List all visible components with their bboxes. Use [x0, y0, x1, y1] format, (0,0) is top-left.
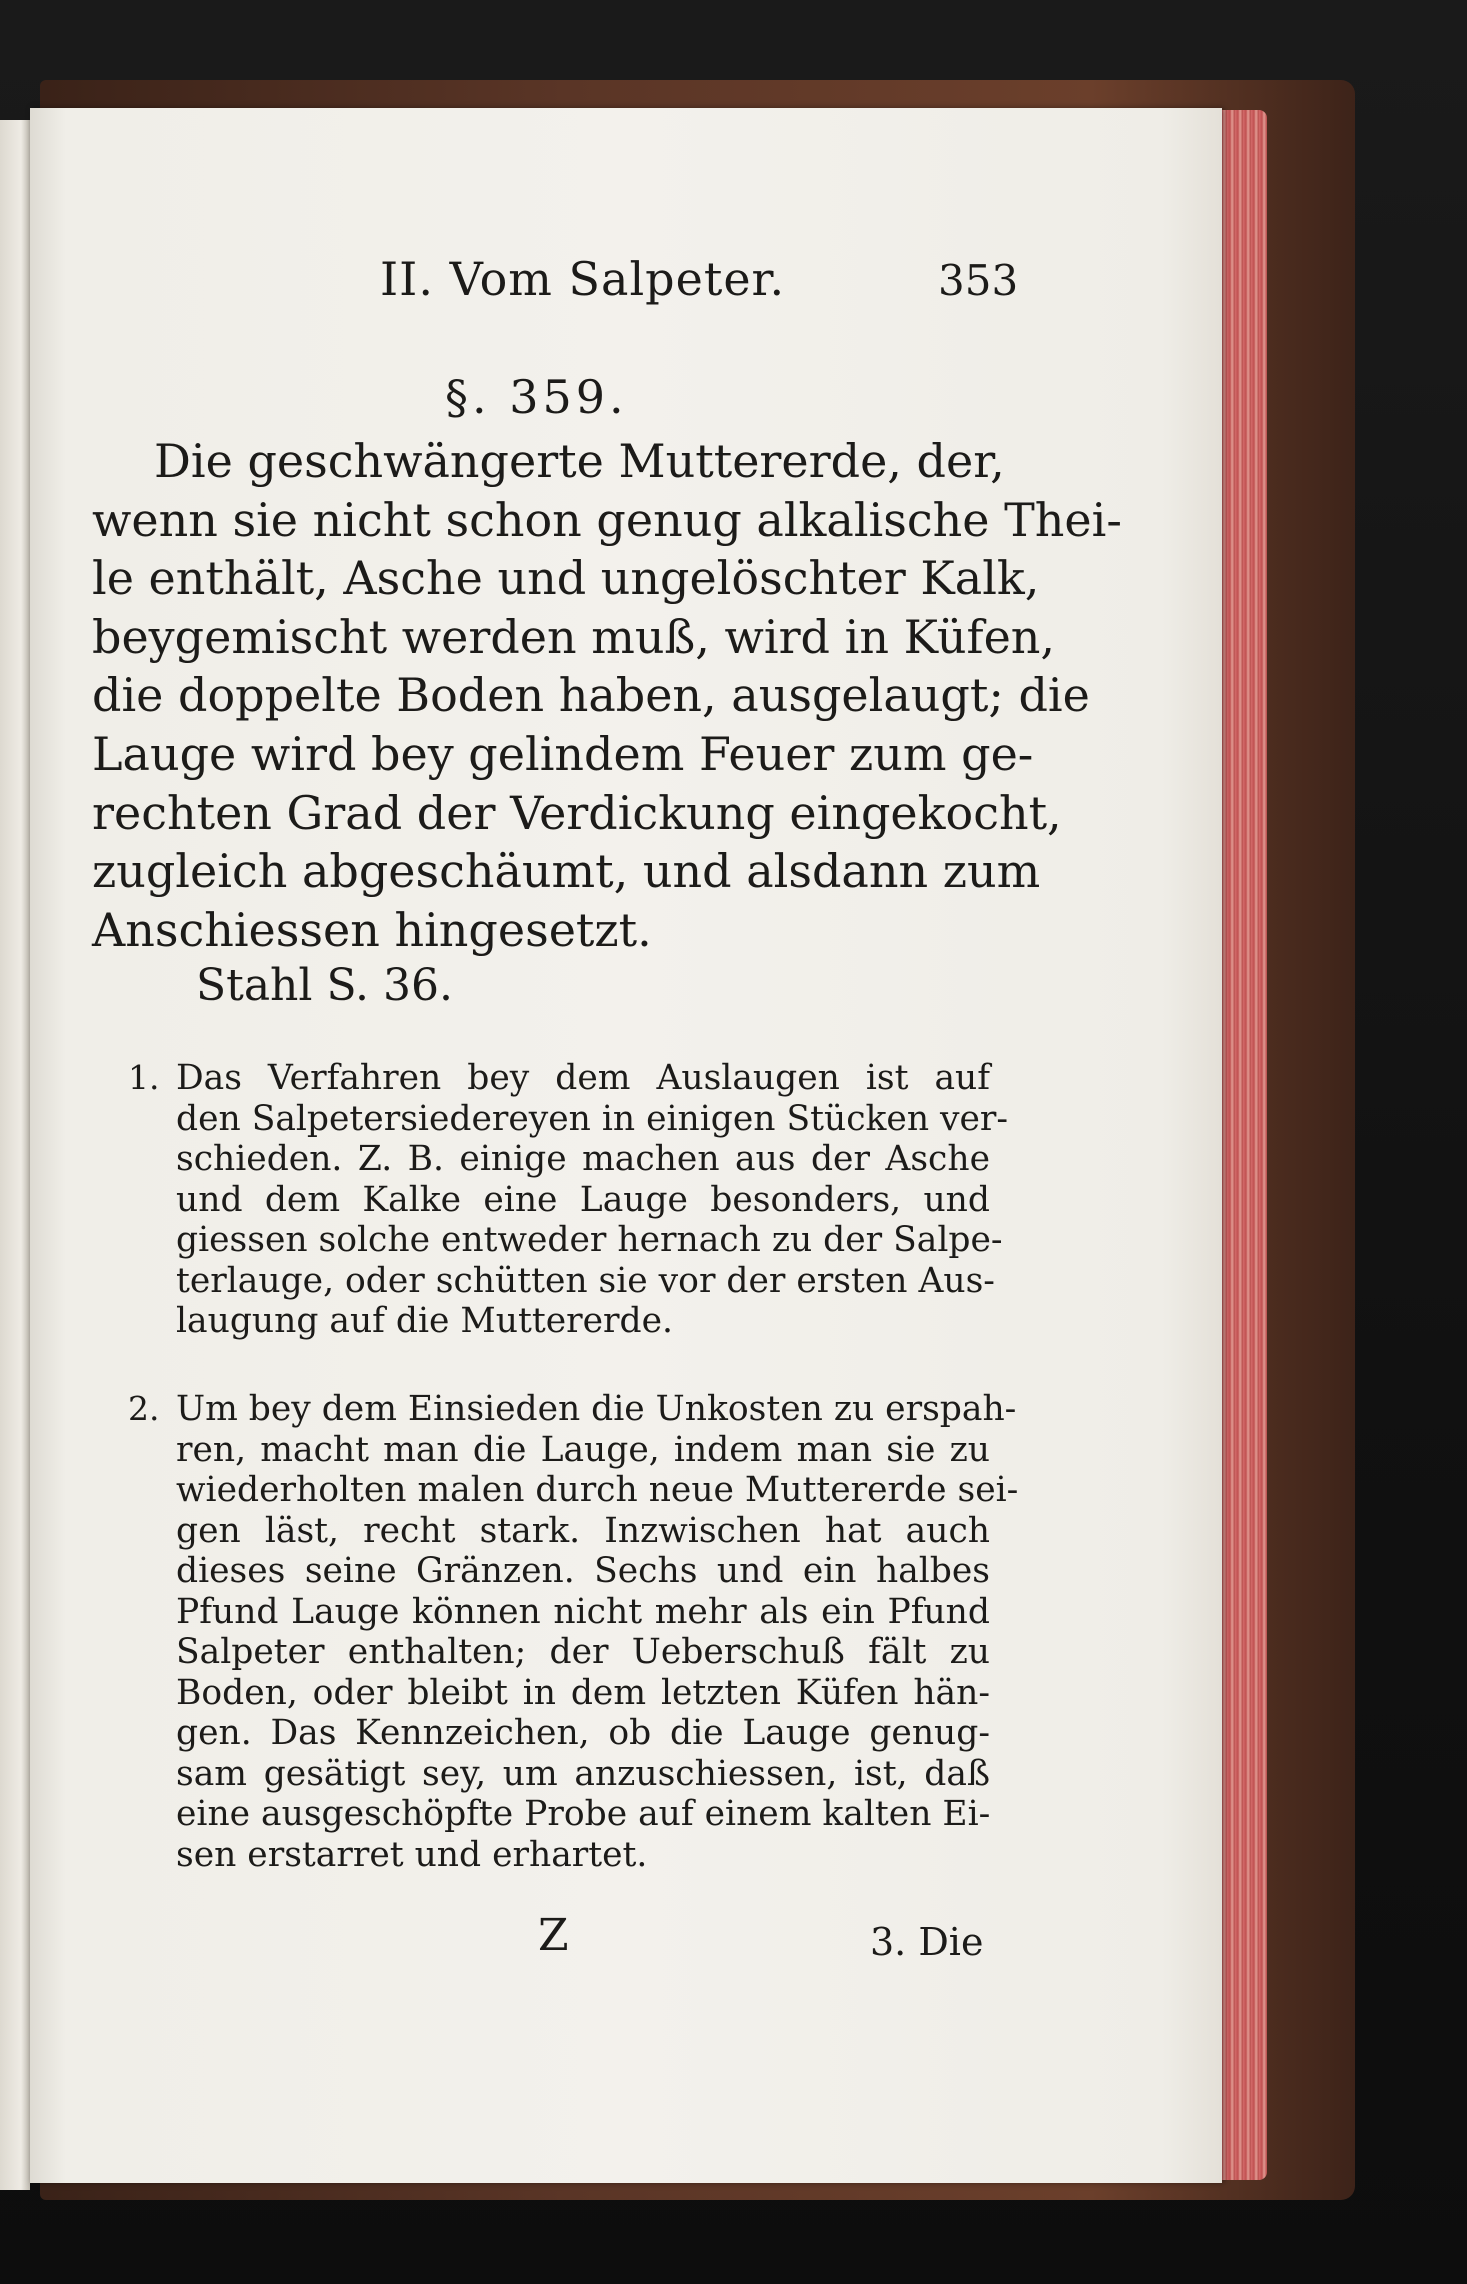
note-line: ren, macht man die Lauge, indem man sie zu — [176, 1429, 990, 1470]
note-line: Boden, oder bleibt in dem letzten Küfen hän- — [176, 1672, 990, 1713]
note-line: dieses seine Gränzen. Sechs und ein halbes — [176, 1551, 990, 1591]
note-line: terlauge, oder schütten sie vor der ersten Aus- — [176, 1260, 995, 1301]
text-line: Anschiessen hingesetzt. — [92, 902, 652, 957]
text-line: rechten Grad der Verdickung eingekocht, — [92, 785, 1062, 840]
note-marker: 1. — [128, 1058, 160, 1097]
note-line: Pfund Lauge können nicht mehr als ein Pfund — [176, 1591, 990, 1632]
note-line: Das Verfahren bey dem Auslaugen ist auf — [176, 1058, 990, 1098]
text-line: Die geschwängerte Muttererde, der, — [154, 434, 1005, 488]
text-line: zugleich abgeschäumt, und alsdann zum — [92, 844, 1041, 899]
text-line: wenn sie nicht schon genug alkalische Thei- — [92, 492, 1122, 547]
note-line: laugung auf die Muttererde. — [176, 1301, 673, 1341]
signature-mark: Z — [538, 1910, 569, 1961]
running-title: II. Vom Salpeter. — [380, 252, 786, 306]
section-number: §. 359. — [445, 370, 628, 424]
text-line: le enthält, Asche und ungelöschter Kalk, — [92, 551, 1040, 606]
reference-citation: Stahl S. 36. — [196, 960, 453, 1011]
note-line: Salpeter enthalten; der Ueberschuß fält zu — [176, 1632, 990, 1672]
text-line: Lauge wird bey gelindem Feuer zum ge- — [92, 726, 1034, 781]
main-paragraph — [92, 432, 1122, 959]
note-text — [176, 1389, 1019, 1875]
previous-page-edge — [0, 120, 30, 2190]
note-line: schieden. Z. B. einige machen aus der Asche — [176, 1139, 990, 1179]
note-line: Um bey dem Einsieden die Unkosten zu erspah- — [176, 1389, 1017, 1429]
note-line: den Salpetersiedereyen in einigen Stücken ver- — [176, 1098, 1009, 1139]
text-line: beygemischt werden muß, wird in Küfen, — [92, 609, 1056, 664]
page-number: 353 — [938, 256, 1019, 305]
note-line: wiederholten malen durch neue Muttererde sei- — [176, 1470, 1019, 1510]
note-text — [176, 1058, 1009, 1342]
note-line: sam gesätigt sey, um anzuschiessen, ist, daß — [176, 1753, 990, 1794]
running-head — [30, 252, 1222, 312]
note-line: giessen solche entweder hernach zu der Salpe- — [176, 1220, 1003, 1260]
note-line: gen läst, recht stark. Inzwischen hat auch — [176, 1510, 990, 1551]
catchword: 3. Die — [870, 1920, 984, 1964]
note-line: sen erstarret und erhartet. — [176, 1834, 648, 1875]
note-line: eine ausgeschöpfte Probe auf einem kalten Ei- — [176, 1794, 991, 1834]
note-line: und dem Kalke eine Lauge besonders, und — [176, 1179, 990, 1220]
note-line: gen. Das Kennzeichen, ob die Lauge genug- — [176, 1713, 990, 1753]
text-line: die doppelte Boden haben, ausgelaugt; die — [92, 668, 1090, 723]
note-marker: 2. — [128, 1389, 160, 1428]
